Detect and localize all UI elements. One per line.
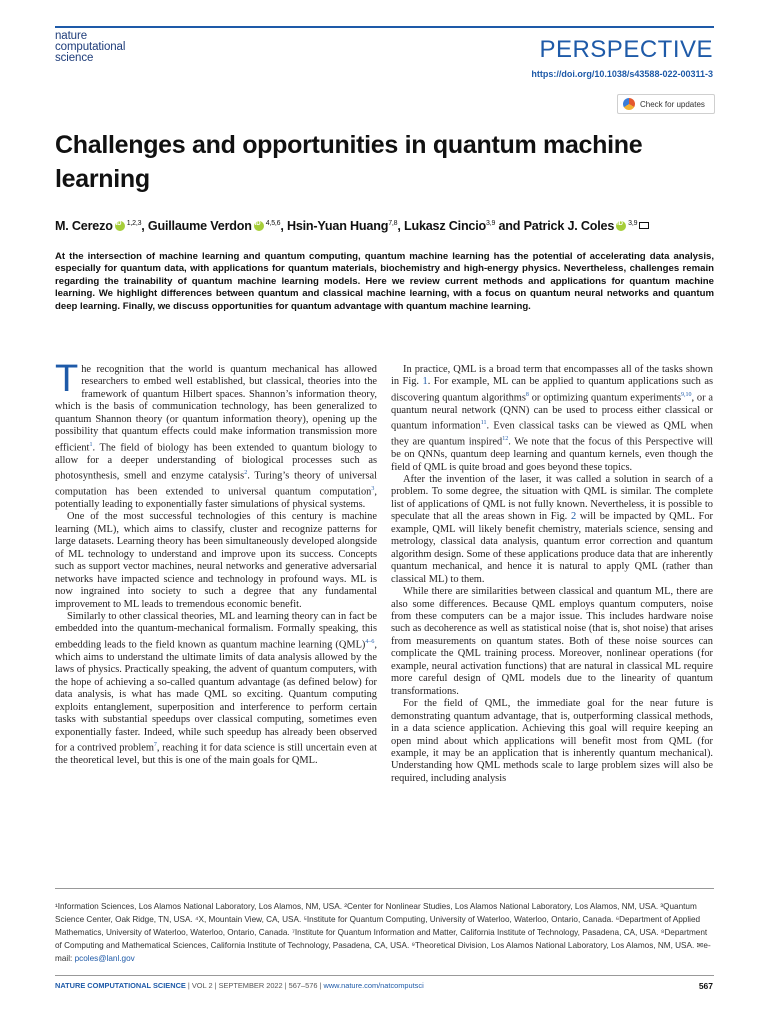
footer-divider bbox=[55, 975, 714, 976]
author-name[interactable]: Lukasz Cincio bbox=[403, 219, 487, 233]
reference-link[interactable]: 12 bbox=[502, 436, 509, 443]
check-for-updates-button[interactable] bbox=[617, 94, 715, 114]
footnote-divider bbox=[55, 888, 714, 889]
text-run: . We note that the focus of this Perspective will be on QNNs, quantum deep learning and quantum kernels, even though the field of QML is quite broad and goes beyond these topics. bbox=[391, 436, 713, 473]
reference-link[interactable]: 1 bbox=[89, 441, 93, 448]
reference-link[interactable]: 8 bbox=[525, 391, 529, 398]
drop-cap: T bbox=[55, 358, 79, 400]
article-type: PERSPECTIVE bbox=[539, 36, 713, 63]
text-run: . The field of biology has been extended to quantum biology to allow for a deeper understanding of biological processes such as photosynthesis, smell and enzyme catalysis bbox=[55, 442, 377, 482]
text-run: he recognition that the world is quantum mechanical has allowed researchers to embed well established, but classical, theories into the framework of quantum Hilbert spaces. Shannon’s information theory, which is the basis of communication technology, has been generalized to quantum Shannon theory (or quantum information theory), opening up the possibility that quantum effects could make information transmission more efficient bbox=[55, 364, 377, 454]
crossmark-icon bbox=[623, 98, 635, 110]
author-name[interactable]: Hsin-Yuan Huang bbox=[286, 219, 389, 233]
email-icon[interactable] bbox=[639, 222, 649, 229]
reference-link[interactable]: 4–6 bbox=[365, 638, 375, 645]
author-list bbox=[55, 219, 715, 233]
affiliation-text: ¹Information Sciences, Los Alamos National Laboratory, Los Alamos, NM, USA. ²Center for Nonlinear Studies, Los Alamos National Laboratory, Los Alamos, NM, USA. ³Quantum Science Center, Oak Ridge, TN, USA. ⁴X, Mountain View, CA, USA. ⁵Institute for Quantum Computing, University of Waterloo, Waterloo, Ontario, Canada. ⁶Department of Applied Mathematics, University of Waterloo, Waterloo, Ontario, Canada. ⁷Institute for Quantum Information and Matter, California Institute of Technology, Pasadena, CA, USA. ⁸Department of Computing and Mathematical Sciences, California Institute of Technology, Pasadena, CA, USA. ⁹Theoretical Division, Los Alamos National Laboratory, Los Alamos, NM, USA. bbox=[55, 902, 708, 950]
journal-logo-line: computational bbox=[55, 41, 126, 53]
article-title: Challenges and opportunities in quantum machine learning bbox=[55, 131, 643, 193]
text-run: , or a quantum neural network (QNN) can be used to process either classical or quantum information bbox=[391, 392, 714, 432]
author-separator: , bbox=[397, 219, 404, 233]
paragraph bbox=[55, 358, 377, 511]
reference-link[interactable]: 11 bbox=[480, 420, 487, 427]
text-run: Similarly to other classical theories, ML and learning theory can in fact be embedded into the quantum-mechanical formalism. Formally speaking, this embedding leads to the field known as quantum machine learning (QML) bbox=[55, 611, 377, 651]
text-run: , which aims to understand the ultimate limits of data analysis allowed by the laws of physics. Practically speaking, the advent of quantum computers, with the hope of achieving a so-called quantum advantage (as defined below) for data analysis, is what has made QML so exciting. Quantum computing exploits entanglement, superposition and interference to perform certain tasks with substantial speedups over classical computing, sometimes even exponentially faster. Indeed, while such speedup has already been observed for a contrived problem bbox=[55, 639, 377, 754]
page-number: 567 bbox=[698, 981, 713, 991]
orcid-icon[interactable] bbox=[254, 221, 264, 231]
author-separator: and bbox=[495, 219, 524, 233]
reference-link[interactable]: 3 bbox=[371, 486, 375, 493]
doi-link[interactable]: https://doi.org/10.1038/s43588-022-00311-3 bbox=[531, 69, 713, 79]
abstract: At the intersection of machine learning and quantum computing, quantum machine learning has the potential of accelerating data analysis, especially for quantum data, with applications for quantum materials, biochemistry and high-energy physics. Nevertheless, challenges remain regarding the trainability of quantum machine learning models. Here we review current methods and applications for quantum machine learning. We highlight differences between quantum and classical machine learning, with a focus on quantum neural networks and quantum deep learning. Finally, we discuss opportunities for quantum advantage with quantum machine learning. bbox=[55, 251, 714, 312]
author-affiliation-numbers: 4,5,6 bbox=[265, 219, 281, 227]
author-separator: , bbox=[141, 219, 148, 233]
figure-link[interactable]: 1 bbox=[422, 376, 428, 388]
paragraph: One of the most successful technologies of this century is machine learning (ML), which aims to classify, cluster and recognize patterns for large datasets. Learning theory has been simultaneously developed alongside of ML technology to understand and improve upon its success. Concepts such as support vector machines, neural networks and generative adversarial networks have impacted science and technology in profound ways. ML is now ingrained into society to such a degree that any fundamental improvement to ML leads to tremendous economic benefit. bbox=[55, 511, 377, 610]
orcid-icon[interactable] bbox=[616, 221, 626, 231]
author-name[interactable]: Guillaume Verdon bbox=[147, 219, 252, 233]
reference-link[interactable]: 9,10 bbox=[681, 391, 692, 398]
author-affiliation-numbers: 3,9 bbox=[628, 219, 638, 227]
body-column-left bbox=[55, 358, 378, 767]
text-run: In practice, QML is a broad term that encompasses all of the tasks shown in Fig. bbox=[391, 364, 713, 388]
paragraph: For the field of QML, the immediate goal for the near future is demonstrating quantum advantage, that is, outperforming classical methods, in a data science application. Achieving this goal will require keeping an open mind about which applications will benefit most from QML (for example, it may be an application that is inherently quantum mechanical). Understanding how QML methods scale to large problem sizes will also be required, including analysis bbox=[391, 698, 713, 784]
orcid-icon[interactable] bbox=[115, 221, 125, 231]
paragraph bbox=[391, 364, 713, 474]
author-name[interactable]: M. Cerezo bbox=[55, 219, 113, 233]
text-run: will be impacted by QML. For example, QML will likely benefit chemistry, materials science, sensing and metrology, classical data analysis, quantum error correction and quantum algorithm design. Some of these applications produce data that are inherently quantum mechanical, and hence it is natural to apply QML (rather than classical ML) to them. bbox=[391, 511, 713, 585]
author-affiliation-numbers: 7,8 bbox=[388, 219, 398, 227]
page-footer bbox=[55, 981, 424, 990]
reference-link[interactable]: 2 bbox=[244, 470, 248, 477]
check-for-updates-label: Check for updates bbox=[640, 99, 705, 109]
paragraph bbox=[55, 611, 377, 767]
email-label: e-mail: bbox=[55, 941, 711, 963]
text-run: . Even classical tasks can be viewed as QML when they are quantum inspired bbox=[391, 420, 713, 448]
body-column-right bbox=[391, 364, 713, 785]
text-run: or optimizing quantum experiments bbox=[528, 392, 682, 404]
footer-journal: NATURE COMPUTATIONAL SCIENCE bbox=[55, 981, 186, 990]
journal-logo-line: nature bbox=[55, 30, 88, 42]
email-link[interactable]: pcoles@lanl.gov bbox=[74, 954, 135, 963]
paragraph bbox=[391, 474, 713, 586]
text-run: . Turing’s theory of universal computation has been extended to universal quantum computation bbox=[55, 470, 377, 498]
author-name[interactable]: Patrick J. Coles bbox=[523, 219, 615, 233]
header-rule bbox=[55, 26, 714, 28]
affiliations bbox=[55, 900, 714, 965]
text-run: After the invention of the laser, it was called a solution in search of a problem. To some degree, the situation with QML is similar. The complete list of applications of QML is not fully known. Nevertheless, it is possible to speculate that all the areas shown in Fig. bbox=[391, 474, 713, 523]
footer-url-link[interactable]: www.nature.com/natcomputsci bbox=[323, 981, 424, 990]
footer-issue: | VOL 2 | SEPTEMBER 2022 | 567–576 | bbox=[185, 981, 324, 990]
journal-logo[interactable] bbox=[55, 31, 165, 64]
author-separator: , bbox=[280, 219, 287, 233]
paragraph: While there are similarities between classical and quantum ML, there are also some differences. Because QML employs quantum computers, noise from these computers can be a major issue. This includes hardware noise such as decoherence as well as statistical noise (that is, shot noise) that arises from measurements on quantum states. Both of these noise sources can complicate the QML training process. Moreover, nonlinear operations (for example, neural activation functions) that are natural in classical ML require more careful design of QML models due to the linearity of quantum transformations. bbox=[391, 586, 713, 697]
author-affiliation-numbers: 3,9 bbox=[486, 219, 496, 227]
text-run: . For example, ML can be applied to quantum applications such as discovering quantum algorithms bbox=[391, 376, 713, 404]
text-run: , potentially leading to exponentially faster simulations of physical systems. bbox=[55, 486, 377, 510]
journal-logo-line: science bbox=[55, 52, 94, 64]
text-run: , reaching it for data science is still uncertain even at the theoretical level, but this is one of the main goals for QML. bbox=[55, 742, 378, 766]
figure-link[interactable]: 2 bbox=[570, 511, 577, 523]
author-affiliation-numbers: 1,2,3 bbox=[126, 219, 142, 227]
email-icon: ✉ bbox=[696, 941, 704, 950]
reference-link[interactable]: 7 bbox=[153, 742, 157, 749]
